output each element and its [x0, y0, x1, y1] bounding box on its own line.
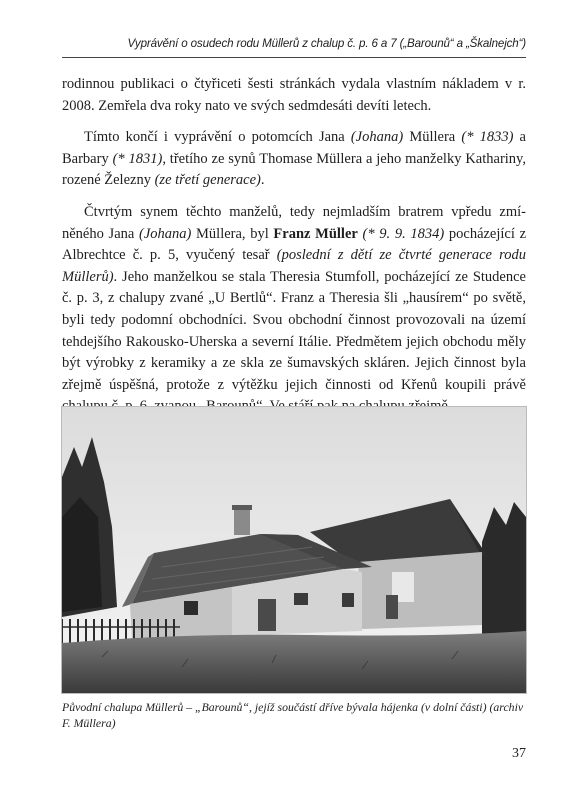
italic-run: (Johana)	[350, 129, 404, 146]
text-run: Tímto končí i vyprávění o potomcích Jana	[84, 129, 351, 146]
text-run: Müllera	[403, 129, 462, 146]
text-run: Müllera, byl	[191, 225, 274, 242]
figure-caption: Původní chalupa Müllerů – „Barounů“, jejíž součástí dříve bývala hájenka (v dolní části) (archiv F. Müllera)	[62, 700, 524, 730]
italic-run: (* 1831)	[112, 150, 163, 167]
text-run: .	[260, 172, 265, 189]
italic-run: (Johana)	[139, 225, 192, 242]
header-rule	[62, 57, 526, 58]
italic-run: (ze třetí generace)	[154, 172, 261, 189]
text-run: , třetího ze synů Thomase Müllera a jeho manželky Kathariny, rozené Železny	[62, 150, 526, 189]
farmhouse-photo-illustration	[62, 407, 526, 693]
text-run: a Barbary	[62, 129, 526, 167]
text-run: pocházející z Albrechtce č. p. 5, vyučený tesař	[62, 225, 527, 264]
text-run: Čtvrtým synem těchto manželů, tedy nejmladším bratrem vpředu zmíněného Jana	[62, 203, 526, 242]
italic-run: (poslední z dětí ze čtvrté generace rodu Müllerů)	[62, 247, 526, 285]
body-text	[62, 74, 526, 418]
italic-run: (* 9. 9. 1834)	[362, 225, 445, 242]
italic-run: (* 1833)	[461, 129, 514, 146]
paragraph-3	[62, 202, 526, 418]
paragraph-1: rodinnou publikaci o čtyřiceti šesti stránkách vydala vlastním nákladem v r. 2008. Zemřela dva roky nato ve svých sedmdesáti devíti letech.	[62, 76, 526, 114]
running-head: Vyprávění o osudech rodu Müllerů z chalup č. p. 6 a 7 („Barounů“ a „Škalnejch“)	[127, 37, 526, 50]
farmhouse-photo	[62, 407, 526, 693]
paragraph-2	[62, 127, 526, 192]
text-run: . Jeho manželkou se stala Theresia Stumfoll, pocházející ze Studence č. p. 3, z chalupy zvané „U Bertlů“. Franz a Theresia šli „hausírem“ po světě, byli tedy podomní obchodníci. Svou obchodní činnost provozovali na území tehdejšího Rakousko-Uherska a severní Itálie. Předmětem jejich obchodu měly být výrobky z keramiky a ze skla ze šumavských skláren. Jejich činnost byla zřejmě úspěšná, protože z výtěžku jejich činnosti od Křenů koupili právě	[62, 268, 526, 393]
page-number: 37	[512, 746, 526, 761]
person-name-bold: Franz Müller	[273, 225, 358, 242]
